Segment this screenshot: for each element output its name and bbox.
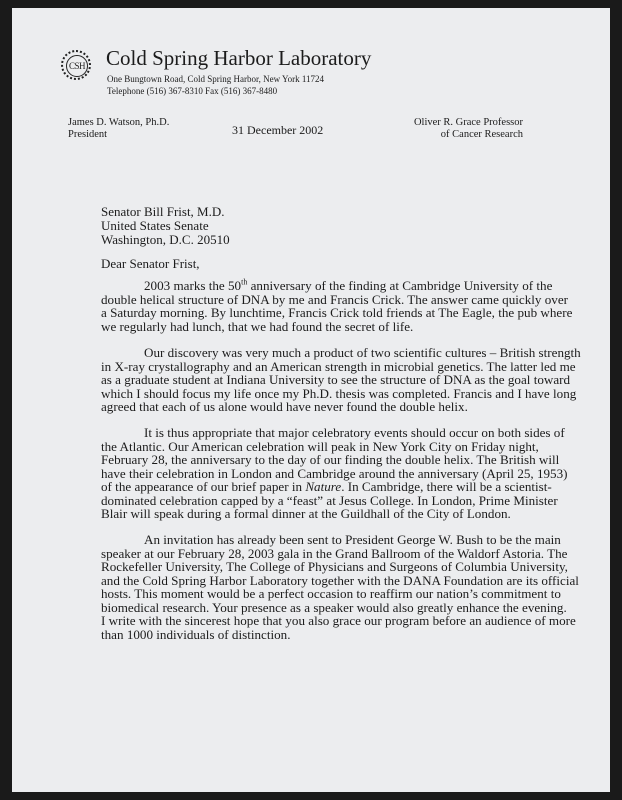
letterhead-address: One Bungtown Road, Cold Spring Harbor, New York 11724 [107, 74, 325, 84]
text-segment: . In Cambridge, there will be a scientist- [341, 479, 552, 494]
paragraph-4-line: than 1000 individuals of distinction. [101, 626, 291, 642]
paragraph-3-line: dominated celebration capped by a “feast” at Jesus College. In London, Prime Minister [101, 492, 558, 508]
paragraph-4-line: hosts. This moment would be a perfect occasion to reaffirm our nation’s commitment to [101, 586, 561, 601]
paragraph-3-line: It is thus appropriate that major celebratory events should occur on both sides of [144, 425, 565, 440]
csh-logo-icon [61, 50, 91, 80]
recipient-line: Washington, D.C. 20510 [101, 232, 230, 247]
letterhead-phone-fax: Telephone (516) 367-8310 Fax (516) 367-8480 [107, 86, 278, 96]
paragraph-4-line: and the Cold Spring Harbor Laboratory together with the DANA Foundation are its official [101, 572, 579, 588]
sender-name: James D. Watson, Ph.D. [68, 117, 170, 128]
text-segment: anniversary of the finding at Cambridge University of the [247, 278, 553, 293]
paragraph-4-line: An invitation has already been sent to President George W. Bush to be the main [144, 532, 561, 547]
letter-date: 31 December 2002 [232, 123, 324, 137]
salutation: Dear Senator Frist, [101, 256, 200, 271]
paragraph-4-line: speaker at our February 28, 2003 gala in the Grand Ballroom of the Waldorf Astoria. The [101, 545, 568, 561]
text-segment: 2003 marks the 50 [144, 278, 242, 293]
paragraph-3-line [101, 479, 552, 494]
paragraph-4-line: Rockefeller University, The College of Physicians and Surgeons of Columbia University, [101, 559, 568, 574]
text-segment: of the appearance of our brief paper in [101, 479, 306, 494]
paragraph-2-line: agreed that each of us alone would have never found the double helix. [101, 399, 468, 414]
paragraph-2-line: in X-ray crystallography and an American strength in microbial genetics. The latter led me [101, 358, 576, 374]
paragraph-3-line: have their celebration in London and Cambridge around the anniversary (April 25, 1953) [101, 465, 568, 481]
paragraph-1-line [144, 277, 553, 293]
right-title-1: Oliver R. Grace Professor [413, 117, 523, 128]
paragraph-1-line: double helical structure of DNA by me and Francis Crick. The answer came quickly over [101, 291, 568, 307]
sender-title: President [68, 129, 108, 140]
logo-text: CSH [66, 55, 88, 77]
recipient-line: Senator Bill Frist, M.D. [101, 204, 225, 219]
paragraph-2-line: which I should focus my life once my Ph.D. thesis was completed. Francis and I have long [101, 385, 577, 401]
paragraph-2-line: as a graduate student at Indiana University to see the structure of DNA as the goal toward [101, 372, 571, 387]
superscript: th [241, 277, 248, 287]
paragraph-4-line: I write with the sincerest hope that you also grace our program before an audience of more [101, 613, 576, 628]
paragraph-1-line: a Saturday morning. By lunchtime, Francis Crick told friends at The Eagle, the pub where [101, 305, 573, 320]
paragraph-3-line: February 28, the anniversary to the day of our finding the double helix. The British will [101, 452, 560, 467]
paragraph-3-line: Blair will speak during a formal dinner at the Guildhall of the City of London. [101, 506, 511, 521]
recipient-line: United States Senate [101, 218, 209, 233]
paragraph-1-line: we regularly had lunch, that we had found the secret of life. [101, 318, 414, 334]
paragraph-4-line: biomedical research. Your presence as a speaker would also greatly enhance the evening. [101, 599, 567, 615]
italic-text: Nature [305, 479, 342, 494]
organization-name: Cold Spring Harbor Laboratory [106, 46, 372, 70]
paragraph-3-line: the Atlantic. Our American celebration will peak in New York City on Friday night, [101, 438, 539, 454]
paragraph-2-line: Our discovery was very much a product of two scientific cultures – British strength [144, 345, 581, 360]
right-title-2: of Cancer Research [440, 129, 523, 140]
